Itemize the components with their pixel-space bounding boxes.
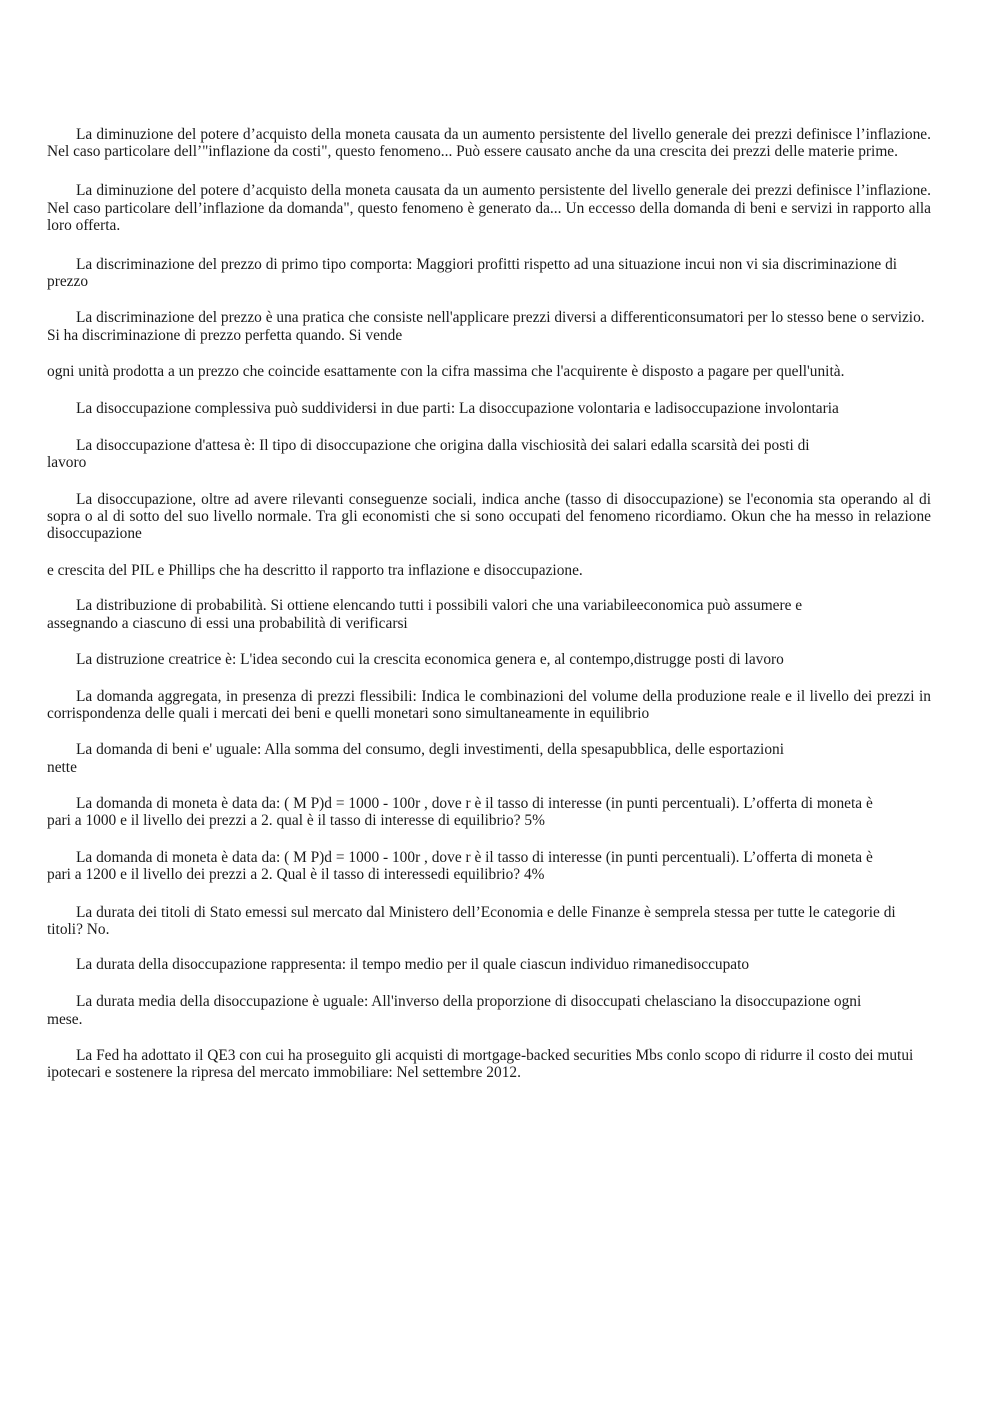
paragraph-fed-qe3: La Fed ha adottato il QE3 con cui ha proseguito gli acquisti di mortgage-backed securities Mbs conlo scopo di ridurre il costo dei mutui ipotecari e sostenere la ripresa del mercato immobiliare: Nel settembre 2012. bbox=[47, 1046, 914, 1081]
paragraph-domanda-moneta-2: La domanda di moneta è data da: ( M P)d = 1000 - 100r , dove r è il tasso di interesse (in punti percentuali). L’offerta di moneta è pari a 1200 e il livello dei prezzi a 2. Qual è il tasso di interessedi equilibrio? 4% bbox=[47, 849, 873, 884]
paragraph-domanda-aggregata: La domanda aggregata, in presenza di prezzi flessibili: Indica le combinazioni del volume della produzione reale e il livello dei prezzi in corrispondenza delle quali i mercati dei beni e quelli monetari sono simultaneamente in equilibrio bbox=[47, 688, 931, 723]
document-page bbox=[47, 126, 931, 1081]
paragraph-distruzione-creatrice: La distruzione creatrice è: L'idea secondo cui la crescita economica genera e, al contempo,distrugge posti di lavoro bbox=[76, 650, 784, 668]
paragraph-disoccupazione-sociale: La disoccupazione, oltre ad avere rilevanti conseguenze sociali, indica anche (tasso di disoccupazione) se l'economia sta operando al di sopra o al di sotto del suo livello normale. Tra gli economisti che si sono occupati del fenomeno ricordiamo. Okun che ha messo in relazione disoccupazione bbox=[47, 490, 931, 543]
paragraph-discriminazione-continua: ogni unità prodotta a un prezzo che coincide esattamente con la cifra massima che l'acquirente è disposto a pagare per quell'unità. bbox=[47, 362, 845, 380]
paragraph-disoccupazione-attesa: La disoccupazione d'attesa è: Il tipo di disoccupazione che origina dalla vischiosità dei salari edalla scarsità dei posti di lavoro bbox=[47, 437, 810, 472]
paragraph-inflazione-costi: La diminuzione del potere d’acquisto della moneta causata da un aumento persistente del livello generale dei prezzi definisce l’inflazione. Nel caso particolare dell’"inflazione da costi", questo fenomeno... Può essere causato anche da una crescita dei prezzi delle materie prime. bbox=[47, 126, 931, 161]
paragraph-disoccupazione-complessiva: La disoccupazione complessiva può suddividersi in due parti: La disoccupazione volontaria e ladisoccupazione involontaria bbox=[76, 400, 839, 418]
paragraph-discriminazione-pratica: La discriminazione del prezzo è una pratica che consiste nell'applicare prezzi diversi a differenticonsumatori per lo stesso bene o servizio. Si ha discriminazione di prezzo perfetta quando. Si vende bbox=[47, 309, 925, 344]
paragraph-domanda-moneta-1: La domanda di moneta è data da: ( M P)d = 1000 - 100r , dove r è il tasso di interesse (in punti percentuali). L’offerta di moneta è pari a 1000 e il livello dei prezzi a 2. qual è il tasso di interesse di equilibrio? 5% bbox=[47, 794, 873, 830]
paragraph-durata-titoli: La durata dei titoli di Stato emessi sul mercato dal Ministero dell’Economia e delle Finanze è semprela stessa per tutte le categorie di titoli? No. bbox=[47, 903, 896, 938]
paragraph-domanda-beni: La domanda di beni e' uguale: Alla somma del consumo, degli investimenti, della spesapubblica, delle esportazioni nette bbox=[47, 741, 784, 776]
paragraph-disoccupazione-continua: e crescita del PIL e Phillips che ha descritto il rapporto tra inflazione e disoccupazione. bbox=[47, 562, 583, 580]
paragraph-inflazione-domanda: La diminuzione del potere d’acquisto della moneta causata da un aumento persistente del livello generale dei prezzi definisce l’inflazione. Nel caso particolare dell’inflazione da domanda", questo fenomeno è generato da... Un eccesso della domanda di beni e servizi in rapporto alla loro offerta. bbox=[47, 182, 931, 234]
paragraph-durata-media: La durata media della disoccupazione è uguale: All'inverso della proporzione di disoccupati chelasciano la disoccupazione ogni mese. bbox=[47, 993, 862, 1028]
paragraph-durata-disoccupazione: La durata della disoccupazione rappresenta: il tempo medio per il quale ciascun individuo rimanedisoccupato bbox=[76, 956, 750, 974]
paragraph-discriminazione-primo-tipo: La discriminazione del prezzo di primo tipo comporta: Maggiori profitti rispetto ad una situazione incui non vi sia discriminazione di prezzo bbox=[47, 256, 898, 291]
paragraph-distribuzione-probabilita: La distribuzione di probabilità. Si ottiene elencando tutti i possibili valori che una variabileeconomica può assumere e assegnando a ciascuno di essi una probabilità di verificarsi bbox=[47, 597, 803, 632]
